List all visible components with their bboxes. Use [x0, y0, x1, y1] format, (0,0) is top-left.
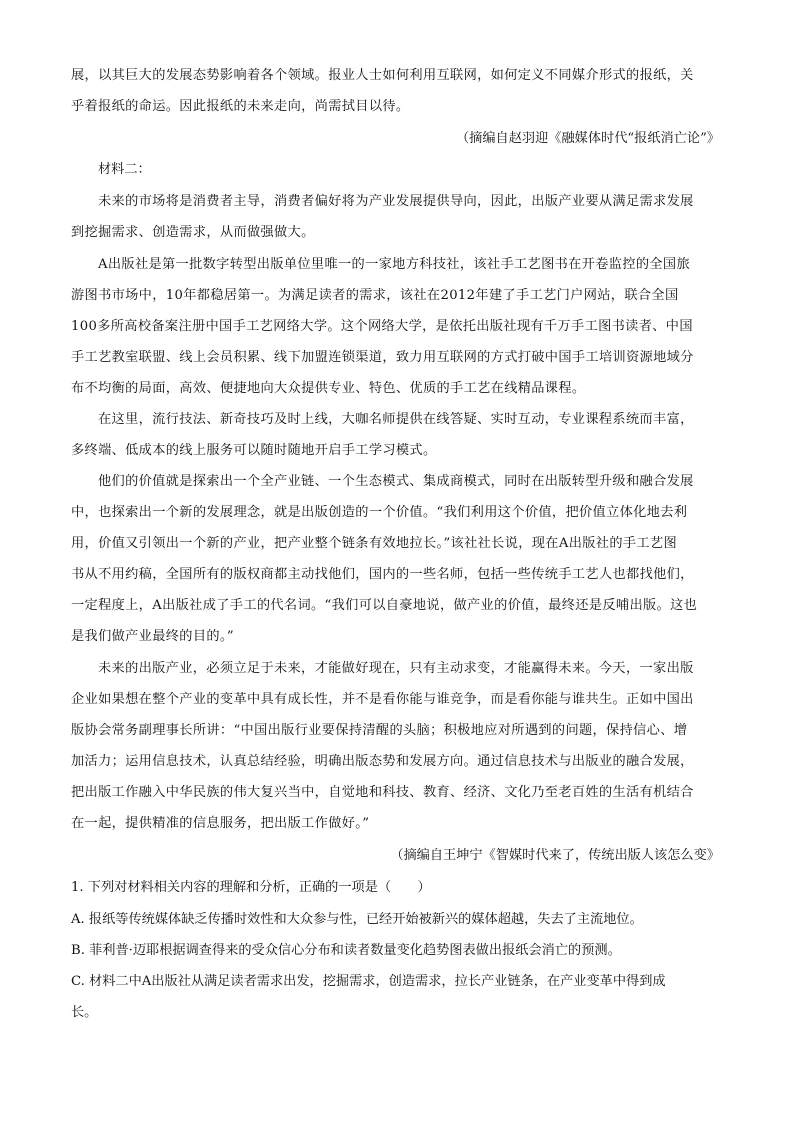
text-line: 展，以其巨大的发展态势影响着各个领域。报业人士如何利用互联网，如何定义不同媒介形式的报纸，关 [71, 68, 694, 83]
text-line: 用，价值又引领出一个新的产业，把产业整个链条有效地拉长。”该社社长说，现在A出版社的手工艺图 [71, 536, 678, 551]
text-line: 他们的价值就是探索出一个全产业链、一个生态模式、集成商模式，同时在出版转型升级和融合发展 [98, 474, 694, 489]
text-line: 未来的出版产业，必须立足于未来，才能做好现在，只有主动求变，才能赢得未来。今天，一家出版 [98, 661, 694, 676]
text-line: 多终端、低成本的线上服务可以随时随地开启手工学习模式。 [71, 443, 437, 458]
text-line: 一定程度上，A出版社成了手工的代名词。“我们可以自豪地说，做产业的价值，最终还是反哺出版。这也 [71, 598, 698, 613]
text-line: 到挖掘需求、创造需求，从而做强做大。 [71, 225, 315, 240]
option-a: A. 报纸等传统媒体缺乏传播时效性和大众参与性，已经开始被新兴的媒体超越，失去了主流地位。 [71, 912, 643, 927]
text-line: 把出版工作融入中华民族的伟大复兴当中，自觉地和科技、教育、经济、文化乃至老百姓的生活有机结合 [71, 785, 694, 800]
material-2-heading: 材料二： [98, 162, 151, 177]
text-line: 手工艺教室联盟、线上会员积累、线下加盟连锁渠道，致力用互联网的方式打破中国手工培训资源地域分 [71, 350, 694, 365]
option-c-continuation: 长。 [71, 1005, 98, 1020]
text-line: 在这里，流行技法、新奇技巧及时上线，大咖名师提供在线答疑、实时互动，专业课程系统而丰富， [98, 412, 694, 427]
option-c: C. 材料二中A出版社从满足读者需求出发，挖掘需求，创造需求，拉长产业链条，在产业变革中得到成 [71, 974, 666, 989]
text-line: 企业如果想在整个产业的变革中具有成长性，并不是看你能与谁竞争，而是看你能与谁共生。正如中国出 [71, 692, 694, 707]
text-line: 未来的市场将是消费者主导，消费者偏好将为产业发展提供导向，因此，出版产业要从满足需求发展 [98, 194, 694, 209]
text-line: 布不均衡的局面，高效、便捷地向大众提供专业、特色、优质的手工艺在线精品课程。 [71, 381, 586, 396]
text-line: 100多所高校备案注册中国手工艺网络大学。这个网络大学，是依托出版社现有千万手工图书读者、中国 [71, 319, 693, 334]
paragraph-6 [71, 653, 723, 839]
text-line: 书从不用约稿，全国所有的版权商都主动找他们，国内的一些名师，包括一些传统手工艺人也都找他们， [71, 567, 694, 582]
text-line: A出版社是第一批数字转型出版单位里唯一的一家地方科技社，该社手工艺图书在开卷监控的全国旅 [98, 257, 690, 272]
paragraph-3 [71, 249, 723, 404]
question-stem: 1. 下列对材料相关内容的理解和分析，正确的一项是（ ） [71, 880, 431, 895]
text-line: 乎着报纸的命运。因此报纸的未来走向，尚需拭目以待。 [71, 99, 410, 114]
paragraph-1 [71, 60, 723, 122]
source-citation-1: （摘编自赵羽迎《融媒体时代“报纸消亡论”》 [455, 131, 720, 146]
text-line: 版协会常务副理事长所讲：“中国出版行业要保持清醒的头脑；积极地应对所遇到的问题，保持信心、增 [71, 723, 688, 738]
paragraph-2 [71, 186, 723, 248]
paragraph-4 [71, 404, 723, 466]
text-line: 在一起，提供精准的信息服务，把出版工作做好。” [71, 816, 370, 831]
text-line: 是我们做产业最终的目的。” [71, 629, 234, 644]
paragraph-5 [71, 466, 723, 652]
text-line: 游图书市场中，10年都稳居第一。为满足读者的需求，该社在2012年建了手工艺门户网站，联合全国 [71, 288, 679, 303]
source-citation-2: （摘编自王坤宁《智媒时代来了，传统出版人该怎么变》 [390, 848, 720, 863]
option-b: B. 菲利普·迈耶根据调查得来的受众信心分布和读者数量变化趋势图表做出报纸会消亡的预测。 [71, 943, 621, 958]
text-line: 中，也探索出一个新的发展理念，就是出版创造的一个价值。“我们利用这个价值，把价值立体化地去利 [71, 505, 688, 520]
text-line: 加活力；运用信息技术，认真总结经验，明确出版态势和发展方向。通过信息技术与出版业的融合发展， [71, 754, 694, 769]
